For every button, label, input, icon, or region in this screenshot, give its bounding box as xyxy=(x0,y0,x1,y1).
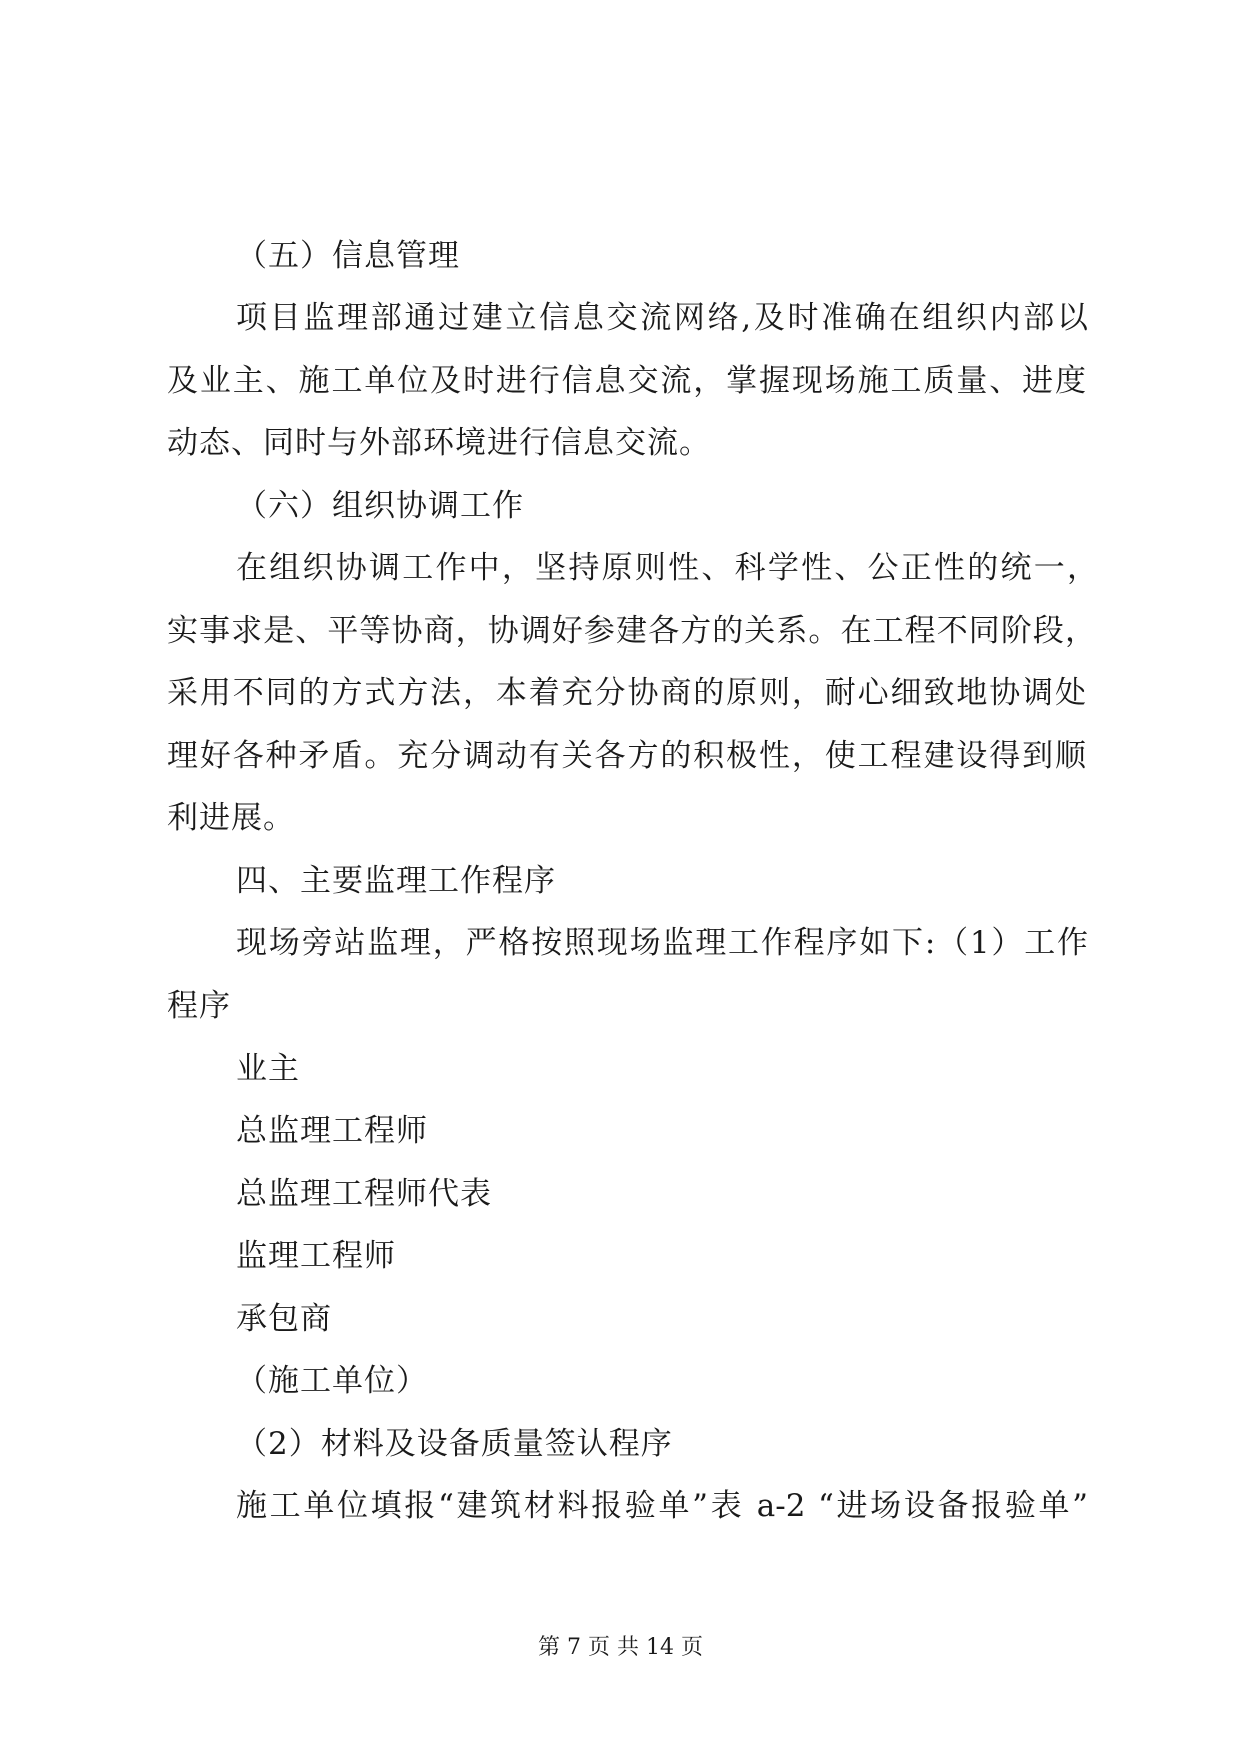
paragraph-line: 理好各种矛盾。充分调动有关各方的积极性，使工程建设得到顺 xyxy=(167,738,1086,774)
paragraph-line: 采用不同的方式方法，本着充分协商的原则，耐心细致地协调处 xyxy=(167,675,1086,711)
subsection-heading-material-signoff: （2）材料及设备质量签认程序 xyxy=(236,1426,673,1462)
section-heading-coordination: （六）组织协调工作 xyxy=(236,488,524,524)
paragraph-line: 现场旁站监理，严格按照现场监理工作程序如下:（1）工作 xyxy=(236,925,1088,961)
page-number-footer: 第 7 页 共 14 页 xyxy=(538,1635,703,1660)
paragraph-line: 动态、同时与外部环境进行信息交流。 xyxy=(167,425,711,461)
section-heading-procedures: 四、主要监理工作程序 xyxy=(236,863,556,899)
paragraph-line: 程序 xyxy=(167,988,231,1024)
paragraph-line: 项目监理部通过建立信息交流网络,及时准确在组织内部以 xyxy=(236,300,1088,336)
paragraph-line: 利进展。 xyxy=(167,800,295,836)
flow-item-contractor: 承包商 xyxy=(236,1301,332,1337)
flow-item-owner: 业主 xyxy=(236,1051,300,1087)
flow-item-chief-engineer-representative: 总监理工程师代表 xyxy=(236,1176,492,1212)
flow-item-chief-engineer: 总监理工程师 xyxy=(236,1113,428,1149)
flow-item-supervising-engineer: 监理工程师 xyxy=(236,1238,396,1274)
paragraph-line: 及业主、施工单位及时进行信息交流，掌握现场施工质量、进度 xyxy=(167,363,1086,399)
paragraph-line: 在组织协调工作中，坚持原则性、科学性、公正性的统一， xyxy=(236,550,1098,586)
paragraph-line: 施工单位填报“建筑材料报验单”表 a-2 “进场设备报验单” xyxy=(236,1488,1088,1524)
flow-item-construction-unit: （施工单位） xyxy=(236,1363,428,1399)
section-heading-information-management: （五）信息管理 xyxy=(236,238,460,274)
paragraph-line: 实事求是、平等协商，协调好参建各方的关系。在工程不同阶段， xyxy=(167,613,1096,649)
